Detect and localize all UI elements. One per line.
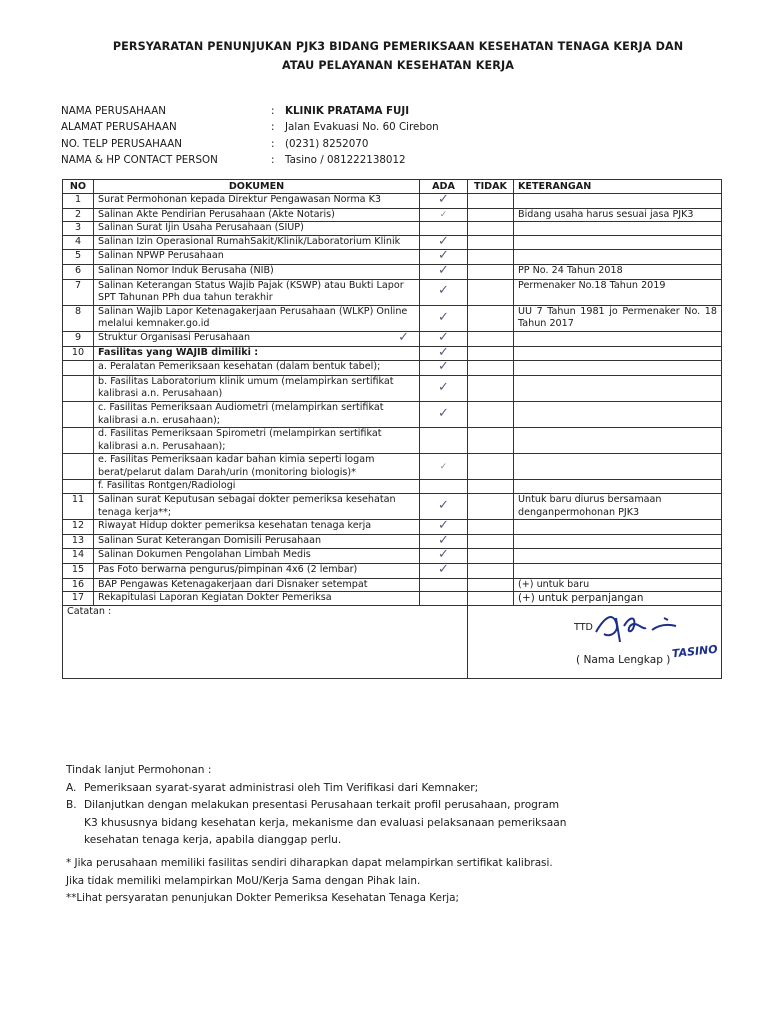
contact-person-label: NAMA & HP CONTACT PERSON	[61, 154, 218, 167]
follow-up-item-b	[66, 797, 567, 815]
tidak-cell	[468, 520, 514, 535]
table-row	[63, 564, 722, 579]
tidak-cell	[468, 592, 514, 606]
check-mark-icon: ✓	[438, 547, 449, 563]
keterangan-cell	[514, 194, 722, 209]
row-number	[63, 361, 94, 376]
ada-cell	[420, 592, 468, 606]
footnote-line: * Jika perusahaan memiliki fasilitas sendiri diharapkan dapat melampirkan sertifikat kalibrasi.	[66, 857, 553, 869]
keterangan-cell: (+) untuk baru	[514, 578, 722, 592]
table-row	[63, 592, 722, 606]
row-number: 6	[63, 264, 94, 279]
facility-row	[63, 428, 722, 454]
table-row	[63, 578, 722, 592]
row-number: 13	[63, 534, 94, 549]
item-marker: B.	[66, 799, 77, 811]
document-name: Salinan Wajib Lapor Ketenagakerjaan Perusahaan (WLKP) Online melalui kemnaker.go.id	[94, 305, 420, 331]
keterangan-cell	[514, 564, 722, 579]
check-mark-icon: ✓	[438, 283, 449, 299]
check-mark-icon: ✓	[438, 405, 449, 421]
tidak-cell	[468, 194, 514, 209]
colon: :	[271, 137, 275, 150]
row-number: 2	[63, 208, 94, 222]
company-name-label: NAMA PERUSAHAAN	[61, 105, 166, 117]
row-number: 3	[63, 222, 94, 236]
facility-name: e. Fasilitas Pemeriksaan kadar bahan kimia seperti logam berat/pelarut dalam Darah/urin (monitoring biologis)*	[94, 454, 420, 480]
keterangan-cell: (+) untuk perpanjangan	[514, 592, 722, 606]
facility-row	[63, 480, 722, 494]
table-row	[63, 520, 722, 535]
ada-cell	[420, 480, 468, 494]
document-title-line-2: ATAU PELAYANAN KESEHATAN KERJA	[282, 59, 514, 72]
company-name-value: KLINIK PRATAMA FUJI	[285, 105, 410, 117]
header-ada: ADA	[420, 180, 468, 194]
tidak-cell	[468, 578, 514, 592]
keterangan-cell	[514, 520, 722, 535]
tidak-cell	[468, 279, 514, 305]
tidak-cell	[468, 331, 514, 346]
company-address-label: ALAMAT PERUSAHAAN	[61, 121, 177, 134]
signed-name: TASINO	[671, 642, 719, 661]
ada-cell	[420, 375, 468, 401]
check-mark-icon: ✓	[438, 344, 449, 360]
keterangan-cell: UU 7 Tahun 1981 jo Permenaker No. 18 Tahun 2017	[514, 305, 722, 331]
row-number: 12	[63, 520, 94, 535]
row-number: 5	[63, 250, 94, 265]
tidak-cell	[468, 361, 514, 376]
keterangan-cell: Bidang usaha harus sesuai jasa PJK3	[514, 208, 722, 222]
check-mark-icon: ✓	[438, 329, 449, 345]
row-number: 8	[63, 305, 94, 331]
table-row	[63, 305, 722, 331]
check-mark-icon: ✓	[439, 209, 448, 220]
ada-cell	[420, 264, 468, 279]
tidak-cell	[468, 454, 514, 480]
company-name-row	[61, 103, 439, 119]
document-name-text: Struktur Organisasi Perusahaan	[98, 331, 251, 343]
tidak-cell	[468, 346, 514, 361]
check-mark-icon: ✓	[438, 497, 449, 513]
signature-block	[472, 606, 717, 678]
tidak-cell	[468, 534, 514, 549]
row-number	[63, 480, 94, 494]
keterangan-cell	[514, 361, 722, 376]
keterangan-cell: Permenaker No.18 Tahun 2019	[514, 279, 722, 305]
facility-row	[63, 401, 722, 427]
check-mark-icon: ✓	[438, 309, 449, 325]
table-row	[63, 222, 722, 236]
keterangan-cell: Untuk baru diurus bersamaan denganpermohonan PJK3	[514, 494, 722, 520]
check-mark-icon: ✓	[398, 329, 409, 345]
table-row	[63, 534, 722, 549]
document-name: Rekapitulasi Laporan Kegiatan Dokter Pemeriksa	[94, 592, 420, 606]
tidak-cell	[468, 222, 514, 236]
signature-cell	[468, 605, 722, 678]
keterangan-cell	[514, 250, 722, 265]
check-mark-icon: ✓	[438, 248, 449, 264]
document-name: Salinan Dokumen Pengolahan Limbah Medis	[94, 549, 420, 564]
document-name	[94, 331, 420, 346]
document-name: Salinan Izin Operasional RumahSakit/Klinik/Laboratorium Klinik	[94, 235, 420, 250]
facility-name: b. Fasilitas Laboratorium klinik umum (melampirkan sertifikat kalibrasi a.n. Perusahaan)	[94, 375, 420, 401]
company-info	[61, 103, 439, 169]
item-marker: A.	[66, 781, 77, 794]
row-number	[63, 428, 94, 454]
document-name: Fasilitas yang WAJIB dimiliki :	[94, 346, 420, 361]
facility-row	[63, 361, 722, 376]
ada-cell	[420, 279, 468, 305]
check-mark-icon: ✓	[438, 359, 449, 375]
table-row	[63, 346, 722, 361]
footnotes	[66, 855, 553, 908]
requirements-table	[62, 179, 722, 679]
row-number: 4	[63, 235, 94, 250]
row-number: 10	[63, 346, 94, 361]
document-name: Pas Foto berwarna pengurus/pimpinan 4x6 (2 lembar)	[94, 564, 420, 579]
header-no: NO	[63, 180, 94, 194]
tidak-cell	[468, 375, 514, 401]
footnote-line: **Lihat persyaratan penunjukan Dokter Pemeriksa Kesehatan Tenaga Kerja;	[66, 892, 460, 904]
follow-up-item-b-cont: K3 khususnya bidang kesehatan kerja, mekanisme dan evaluasi pelaksanaan pemeriksaan	[84, 816, 567, 829]
table-row	[63, 264, 722, 279]
tidak-cell	[468, 235, 514, 250]
facility-row	[63, 454, 722, 480]
row-number	[63, 375, 94, 401]
item-text: Pemeriksaan syarat-syarat administrasi oleh Tim Verifikasi dari Kemnaker;	[84, 781, 479, 794]
colon: :	[271, 121, 275, 134]
keterangan-cell	[514, 428, 722, 454]
check-mark-icon: ✓	[438, 262, 449, 278]
check-mark-icon: ✓	[438, 562, 449, 578]
tidak-cell	[468, 250, 514, 265]
item-text: Dilanjutkan dengan melakukan presentasi Perusahaan terkait profil perusahaan, program	[84, 799, 560, 811]
table-row	[63, 549, 722, 564]
company-phone-label: NO. TELP PERUSAHAAN	[61, 137, 182, 150]
fullname-label: ( Nama Lengkap )	[576, 653, 671, 666]
tidak-cell	[468, 564, 514, 579]
keterangan-cell	[514, 401, 722, 427]
colon: :	[271, 154, 275, 167]
table-row	[63, 250, 722, 265]
facility-row	[63, 375, 722, 401]
contact-person-value: Tasino / 081222138012	[285, 154, 406, 167]
facility-name: f. Fasilitas Rontgen/Radiologi	[94, 480, 420, 494]
row-number: 9	[63, 331, 94, 346]
keterangan-cell	[514, 549, 722, 564]
ada-cell	[420, 578, 468, 592]
footnote-line: Jika tidak memiliki melampirkan MoU/Kerja Sama dengan Pihak lain.	[66, 874, 421, 887]
row-number: 11	[63, 494, 94, 520]
check-mark-icon: ✓	[438, 233, 449, 249]
table-row	[63, 235, 722, 250]
follow-up-item-a	[66, 780, 567, 798]
document-name: Salinan NPWP Perusahaan	[94, 250, 420, 265]
ttd-label: TTD	[574, 621, 593, 633]
contact-person-row	[61, 152, 439, 168]
document-name: Salinan Surat Keterangan Domisili Perusahaan	[94, 534, 420, 549]
follow-up-item-b-cont: kesehatan tenaga kerja, apabila dianggap perlu.	[84, 834, 342, 846]
keterangan-cell	[514, 480, 722, 494]
tidak-cell	[468, 494, 514, 520]
follow-up-section	[66, 762, 567, 850]
ada-cell	[420, 194, 468, 209]
tidak-cell	[468, 401, 514, 427]
tidak-cell	[468, 428, 514, 454]
document-name: Salinan Surat Ijin Usaha Perusahaan (SIUP)	[94, 222, 420, 236]
row-number	[63, 401, 94, 427]
company-phone-value: (0231) 8252070	[285, 137, 369, 150]
check-mark-icon: ✓	[438, 192, 449, 207]
keterangan-cell	[514, 534, 722, 549]
keterangan-cell	[514, 235, 722, 250]
row-number: 14	[63, 549, 94, 564]
document-name: Surat Permohonan kepada Direktur Pengawasan Norma K3	[94, 194, 420, 209]
header-dokumen: DOKUMEN	[94, 180, 420, 194]
check-mark-icon: ✓	[438, 532, 449, 548]
colon: :	[271, 105, 275, 117]
keterangan-cell	[514, 375, 722, 401]
ada-cell	[420, 564, 468, 579]
tidak-cell	[468, 549, 514, 564]
ada-cell	[420, 494, 468, 520]
document-name: Salinan Keterangan Status Wajib Pajak (KSWP) atau Bukti Lapor SPT Tahunan PPh dua tahun terakhir	[94, 279, 420, 305]
notes-cell	[63, 605, 468, 678]
tidak-cell	[468, 305, 514, 331]
document-name: Riwayat Hidup dokter pemeriksa kesehatan tenaga kerja	[94, 520, 420, 535]
document-name: Salinan surat Keputusan sebagai dokter pemeriksa kesehatan tenaga kerja**;	[94, 494, 420, 520]
keterangan-cell	[514, 222, 722, 236]
row-number: 15	[63, 564, 94, 579]
keterangan-cell	[514, 346, 722, 361]
document-name: BAP Pengawas Ketenagakerjaan dari Disnaker setempat	[94, 578, 420, 592]
notes-row	[63, 605, 722, 678]
facility-name: a. Peralatan Pemeriksaan kesehatan (dalam bentuk tabel);	[94, 361, 420, 376]
check-mark-icon: ✓	[439, 461, 448, 472]
row-number: 16	[63, 578, 94, 592]
ada-cell	[420, 401, 468, 427]
table-row	[63, 208, 722, 222]
table-row	[63, 194, 722, 209]
table-row	[63, 279, 722, 305]
ada-cell	[420, 331, 468, 346]
tidak-cell	[468, 264, 514, 279]
table-header-row	[63, 180, 722, 194]
tidak-cell	[468, 480, 514, 494]
document-name: Salinan Nomor Induk Berusaha (NIB)	[94, 264, 420, 279]
ada-cell	[420, 305, 468, 331]
tidak-cell	[468, 208, 514, 222]
row-number: 7	[63, 279, 94, 305]
company-address-row	[61, 119, 439, 135]
keterangan-cell: PP No. 24 Tahun 2018	[514, 264, 722, 279]
document-title-line-1: PERSYARATAN PENUNJUKAN PJK3 BIDANG PEMERIKSAAN KESEHATAN TENAGA KERJA DAN	[112, 40, 684, 53]
table-row	[63, 331, 722, 346]
header-keterangan: KETERANGAN	[514, 180, 722, 194]
check-mark-icon: ✓	[438, 518, 449, 534]
header-tidak: TIDAK	[468, 180, 514, 194]
facility-name: d. Fasilitas Pemeriksaan Spirometri (melampirkan sertifikat kalibrasi a.n. Perusahaan);	[94, 428, 420, 454]
check-mark-icon: ✓	[438, 379, 449, 395]
follow-up-heading: Tindak lanjut Permohonan :	[66, 764, 212, 776]
facility-name: c. Fasilitas Pemeriksaan Audiometri (melampirkan sertifikat kalibrasi a.n. erusahaan);	[94, 401, 420, 427]
keterangan-cell	[514, 454, 722, 480]
ada-cell	[420, 361, 468, 376]
table-row	[63, 494, 722, 520]
ada-cell	[420, 208, 468, 222]
signature-scribble	[590, 608, 710, 648]
ada-cell	[420, 428, 468, 454]
document-name: Salinan Akte Pendirian Perusahaan (Akte Notaris)	[94, 208, 420, 222]
row-number	[63, 454, 94, 480]
row-number: 1	[63, 194, 94, 209]
ada-cell	[420, 454, 468, 480]
company-phone-row	[61, 136, 439, 152]
keterangan-cell	[514, 331, 722, 346]
notes-label: Catatan :	[67, 605, 112, 617]
row-number: 17	[63, 592, 94, 606]
company-address-value: Jalan Evakuasi No. 60 Cirebon	[285, 121, 439, 134]
